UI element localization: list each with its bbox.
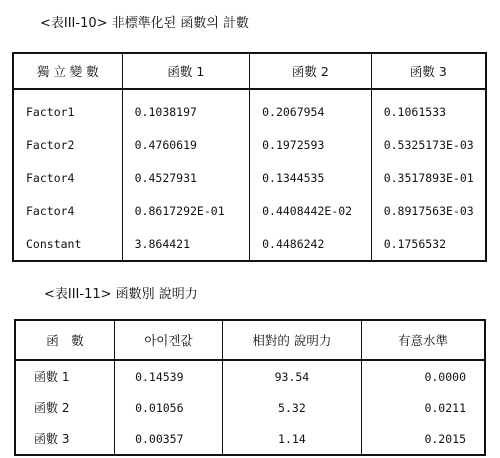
table-row <box>13 128 486 161</box>
table2-caption: <表III-11> 函數別 說明力 <box>44 287 198 302</box>
table-row <box>15 360 485 392</box>
table-row <box>15 392 485 423</box>
variable-cell: Factor1 <box>13 89 122 128</box>
column-header: 函數 1 <box>122 53 249 89</box>
function-cell: 函數 2 <box>15 392 115 423</box>
value-cell: 0.4486242 <box>250 227 372 261</box>
value-cell: 0.1756532 <box>383 236 447 251</box>
function-cell: 函數 3 <box>15 423 115 455</box>
value-cell: 0.5325173E-03 <box>383 137 474 152</box>
value-cell: 0.2067954 <box>250 89 372 128</box>
value-cell: 0.8917563E-03 <box>383 203 474 218</box>
significance-cell: 0.0211 <box>424 400 466 415</box>
value-cell: 3.864421 <box>122 227 249 261</box>
value-cell: 0.8617292E-01 <box>122 194 249 227</box>
table-row <box>13 161 486 194</box>
table-row <box>13 227 486 261</box>
column-header: 函數 2 <box>250 53 372 89</box>
relative-power-cell: 1.14 <box>222 423 361 455</box>
column-header: 函 數 <box>15 320 115 360</box>
unstandardized-coefficients-table <box>12 52 487 262</box>
function-cell: 函數 1 <box>15 360 115 392</box>
variable-cell: Factor4 <box>13 161 122 194</box>
column-header: 有意水準 <box>362 320 485 360</box>
value-cell: 0.1061533 <box>383 104 447 119</box>
table1-caption: <表III-10> 非標準化된 函數의 計數 <box>40 16 250 31</box>
value-cell: 0.1038197 <box>122 89 249 128</box>
table-header-row <box>13 53 486 89</box>
value-cell: 0.1972593 <box>250 128 372 161</box>
eigenvalue-cell: 0.00357 <box>115 423 223 455</box>
value-cell: 0.1344535 <box>250 161 372 194</box>
table-header-row <box>15 320 485 360</box>
column-header: 아이겐값 <box>115 320 223 360</box>
eigenvalue-cell: 0.01056 <box>115 392 223 423</box>
relative-power-cell: 93.54 <box>222 360 361 392</box>
eigenvalue-cell: 0.14539 <box>115 360 223 392</box>
significance-cell: 0.0000 <box>424 369 466 384</box>
value-cell: 0.4408442E-02 <box>250 194 372 227</box>
value-cell: 0.4760619 <box>122 128 249 161</box>
table-row <box>13 89 486 128</box>
significance-cell: 0.2015 <box>424 431 466 446</box>
variable-cell: Factor4 <box>13 194 122 227</box>
variable-cell: Factor2 <box>13 128 122 161</box>
relative-power-cell: 5.32 <box>222 392 361 423</box>
value-cell: 0.4527931 <box>122 161 249 194</box>
table-row <box>13 194 486 227</box>
column-header: 相對的 說明力 <box>222 320 361 360</box>
table-row <box>15 423 485 455</box>
variable-cell: Constant <box>13 227 122 261</box>
function-explanatory-power-table <box>14 319 486 456</box>
value-cell: 0.3517893E-01 <box>383 170 474 185</box>
column-header: 獨 立 變 數 <box>13 53 122 89</box>
column-header: 函數 3 <box>371 53 486 89</box>
